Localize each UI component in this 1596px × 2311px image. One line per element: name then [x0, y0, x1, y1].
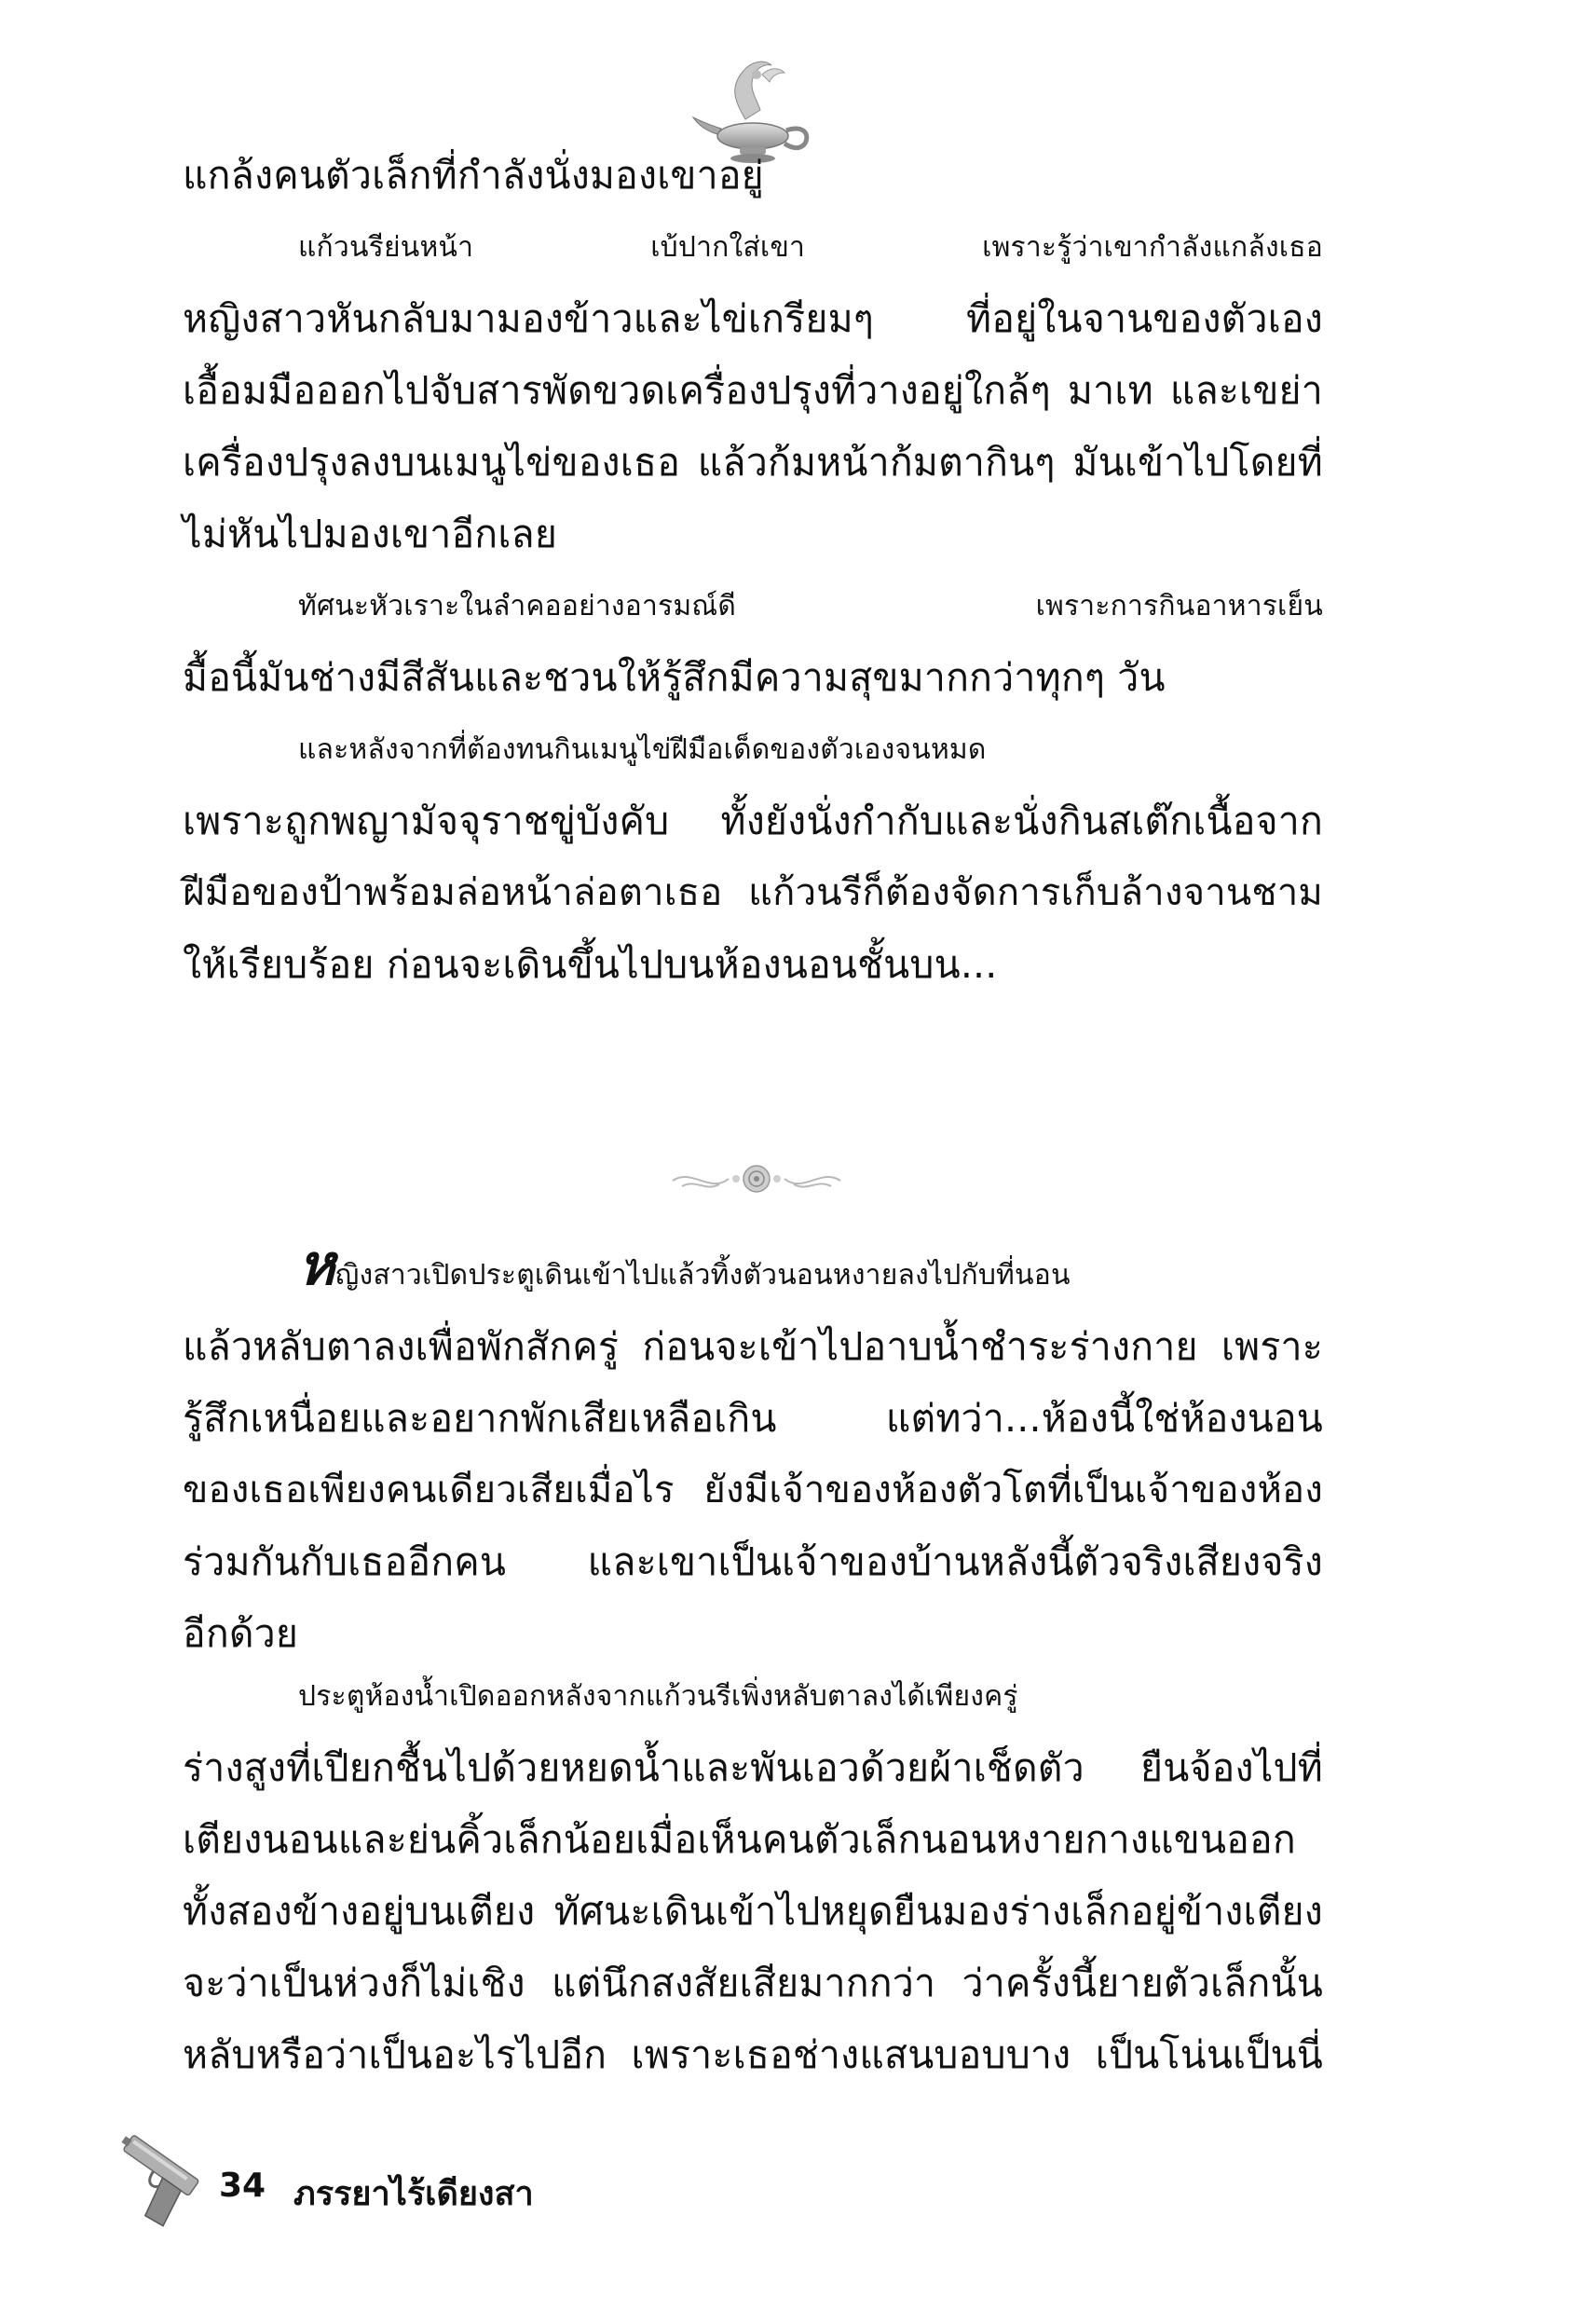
text-line: แล้วหลับตาลงเพื่อพักสักครู่ ก่อนจะเข้าไปอาบน้ำชำระร่างกาย เพราะ [183, 1324, 1323, 1369]
page-footer [102, 2129, 755, 2232]
text-line: ร่างสูงที่เปียกชื้นไปด้วยหยดน้ำและพันเอวด้วยผ้าเช็ดตัว ยืนจ้องไปที่ [183, 1745, 1323, 1790]
book-title: ภรรยาไร้เดียงสา [293, 2175, 534, 2213]
text-line: เอื้อมมือออกไปจับสารพัดขวดเครื่องปรุงที่วางอยู่ใกล้ๆ มาเท และเขย่า [183, 368, 1323, 413]
text-line-rest: ญิงสาวเปิดประตูเดินเข้าไปแล้วทิ้งตัวนอนหงายลงไปกับที่นอน [334, 1259, 1071, 1292]
text-line [183, 1230, 1323, 1311]
text-line: ไม่หันไปมองเขาอีกเลย [183, 512, 558, 556]
text-line: ให้เรียบร้อย ก่อนจะเดินขึ้นไปบนห้องนอนชั้นบน... [183, 942, 998, 987]
text-line: ทัศนะหัวเราะในลำคออย่างอารมณ์ดี เพราะการกินอาหารเย็น [298, 590, 1323, 622]
text-line: และหลังจากที่ต้องทนกินเมนูไข่ฝีมือเด็ดของตัวเองจนหมด [298, 733, 987, 766]
text-line: แก้วนรีย่นหน้า เบ้ปากใส่เขา เพราะรู้ว่าเขากำลังแกล้งเธอ [298, 231, 1323, 264]
text-line: ทั้งสองข้างอยู่บนเตียง ทัศนะเดินเข้าไปหยุดยืนมองร่างเล็กอยู่ข้างเตียง [183, 1889, 1323, 1934]
drop-cap: ห [298, 1233, 335, 1298]
paragraph-5 [183, 1230, 1323, 1670]
text-line: ประตูห้องน้ำเปิดออกหลังจากแก้วนรีเพิ่งหลับตาลงได้เพียงครู่ [298, 1680, 1018, 1713]
text-line: ของเธอเพียงคนเดียวเสียเมื่อไร ยังมีเจ้าของห้องตัวโตที่เป็นเจ้าของห้อง [183, 1469, 1323, 1511]
paragraph-1 [183, 140, 1323, 212]
pistol-icon [102, 2129, 214, 2232]
text-line: เพราะถูกพญามัจจุราชขู่บังคับ ทั้งยังนั่งกำกับและนั่งกินสเต๊กเนื้อจาก [183, 799, 1323, 843]
text-line: ร่วมกันกับเธออีกคน และเขาเป็นเจ้าของบ้านหลังนี้ตัวจริงเสียงจริง [183, 1539, 1323, 1584]
text-line: ฝีมือของป้าพร้อมล่อหน้าล่อตาเธอ แก้วนรีก็ต้องจัดการเก็บล้างจานชาม [183, 871, 1323, 914]
paragraph-3 [183, 570, 1323, 714]
text-line: หลับหรือว่าเป็นอะไรไปอีก เพราะเธอช่างแสนบอบบาง เป็นโน่นเป็นนี่ [183, 2032, 1323, 2077]
text-line: จะว่าเป็นห่วงก็ไม่เชิง แต่นึกสงสัยเสียมากกว่า ว่าครั้งนี้ยายตัวเล็กนั้น [183, 1961, 1323, 2005]
paragraph-2 [183, 212, 1323, 570]
paragraph-6 [183, 1661, 1323, 2091]
text-line: มื้อนี้มันช่างมีสีสันและชวนให้รู้สึกมีความสุขมากกว่าทุกๆ วัน [183, 655, 1166, 700]
rose-flourish-icon [663, 1151, 850, 1207]
text-line: หญิงสาวหันกลับมามองข้าวและไข่เกรียมๆ ที่อยู่ในจานของตัวเอง [183, 296, 1323, 341]
text-line: เตียงนอนและย่นคิ้วเล็กน้อยเมื่อเห็นคนตัวเล็กนอนหงายกางแขนออก [183, 1817, 1296, 1862]
text-line: แกล้งคนตัวเล็กที่กำลังนั่งมองเขาอยู่ [183, 153, 764, 198]
text-line: อีกด้วย [183, 1611, 299, 1656]
text-line: รู้สึกเหนื่อยและอยากพักเสียเหลือเกิน แต่ทว่า...ห้องนี้ใช่ห้องนอน [183, 1396, 1323, 1441]
text-line: เครื่องปรุงลงบนเมนูไข่ของเธอ แล้วก้มหน้าก้มตากินๆ มันเข้าไปโดยที่ [183, 440, 1323, 485]
page-number: 34 [219, 2167, 266, 2205]
paragraph-4 [183, 714, 1323, 1001]
